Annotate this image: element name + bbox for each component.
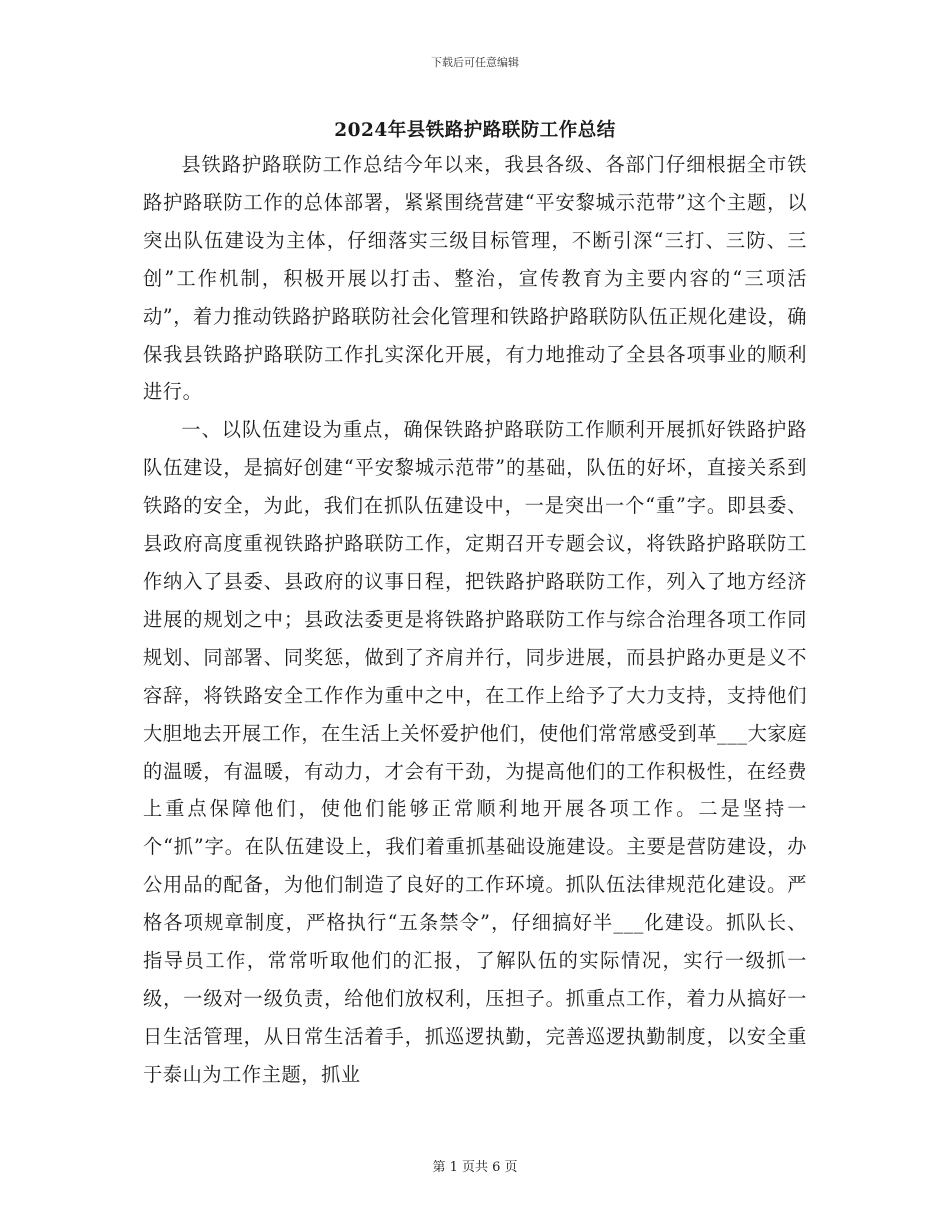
document-body [143, 146, 807, 1094]
paragraph-section-one: 一、以队伍建设为重点，确保铁路护路联防工作顺利开展抓好铁路护路队伍建设，是搞好创建“平安黎城示范带”的基础，队伍的好坏，直接关系到铁路的安全，为此，我们在抓队伍建设中，一是突出一个“重”字。即县委、县政府高度重视铁路护路联防工作，定期召开专题会议，将铁路护路联防工作纳入了县委、县政府的议事日程，把铁路护路联防工作，列入了地方经济进展的规划之中；县政法委更是将铁路护路联防工作与综合治理各项工作同规划、同部署、同奖惩，做到了齐肩并行，同步进展，而县护路办更是义不容辞，将铁路安全工作作为重中之中，在工作上给予了大力支持，支持他们大胆地去开展工作，在生活上关怀爱护他们，使他们常常感受到革___大家庭的温暖，有温暖，有动力，才会有干劲，为提高他们的工作积极性，在经费上重点保障他们，使他们能够正常顺利地开展各项工作。二是坚持一个“抓”字。在队伍建设上，我们着重抓基础设施建设。主要是营防建设，办公用品的配备，为他们制造了良好的工作环境。抓队伍法律规范化建设。严格各项规章制度，严格执行“五条禁令”，仔细搞好半___化建设。抓队长、指导员工作，常常听取他们的汇报，了解队伍的实际情况，实行一级抓一级，一级对一级负责，给他们放权利，压担子。抓重点工作，着力从搞好一日生活管理，从日常生活着手，抓巡逻执勤，完善巡逻执勤制度，以安全重于泰山为工作主题，抓业 [143, 418, 807, 1086]
page-number: 第 1 页共 6 页 [432, 1160, 518, 1175]
document-title: 2024年县铁路护路联防工作总结 [334, 120, 616, 141]
paragraph-intro: 县铁路护路联防工作总结今年以来，我县各级、各部门仔细根据全市铁路护路联防工作的总体部署，紧紧围绕营建“平安黎城示范带”这个主题，以突出队伍建设为主体，仔细落实三级目标管理，不断引深“三打、三防、三创”工作机制，积极开展以打击、整治，宣传教育为主要内容的“三项活动”，着力推动铁路护路联防社会化管理和铁路护路联防队伍正规化建设，确保我县铁路护路联防工作扎实深化开展，有力地推动了全县各项事业的顺利进行。 [143, 153, 807, 404]
page-header-note: 下载后可任意编辑 [431, 56, 519, 69]
